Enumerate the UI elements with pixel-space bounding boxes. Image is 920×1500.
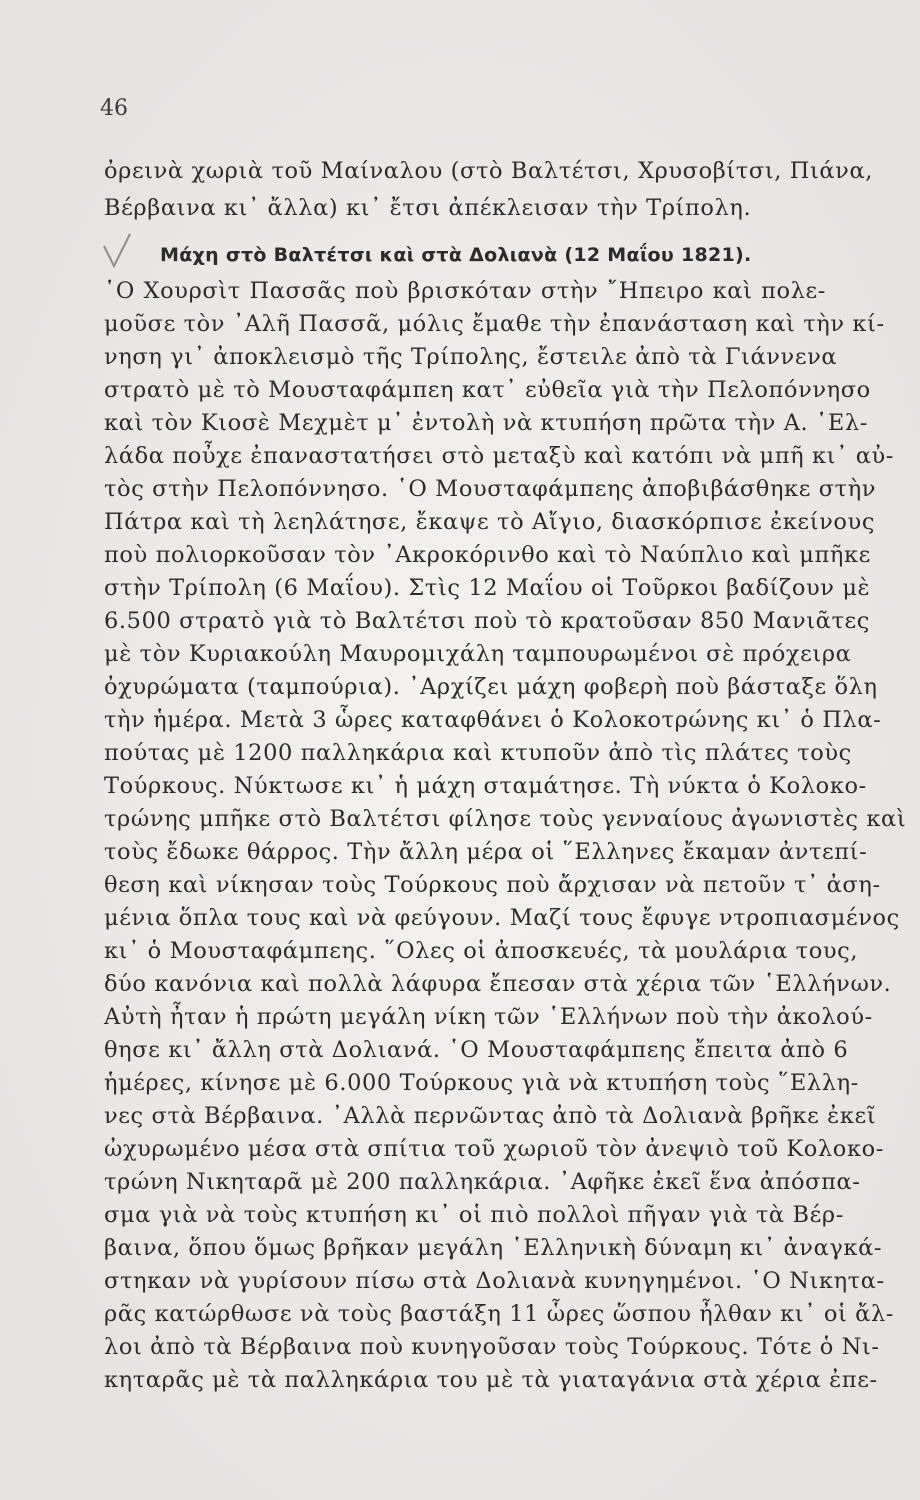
- text-line: ρᾶς κατώρθωσε νὰ τοὺς βαστάξη 11 ὧρες ὥσπου ἦλθαν κι᾽ οἱ ἄλ-: [104, 1301, 895, 1327]
- text-line: ὀχυρώματα (ταμπούρια). ᾽Αρχίζει μάχη φοβερὴ ποὺ βάσταξε ὅλη: [104, 674, 878, 700]
- text-line: καὶ τὸν Κιοσὲ Μεχμὲτ μ᾽ ἐντολὴ νὰ κτυπήση πρῶτα τὴν Α. ῾Ελ-: [104, 410, 868, 436]
- text-line: τὸς στὴν Πελοπόννησο. ῾Ο Μουσταφάμπεης ἀποβιβάσθηκε στὴν: [104, 476, 877, 502]
- text-line: ῾Ο Χουρσὶτ Πασσᾶς ποὺ βρισκόταν στὴν ῎Ηπειρο καὶ πολε-: [104, 278, 826, 304]
- section-heading: Μάχη στὸ Βαλτέτσι καὶ στὰ Δολιανὰ (12 Μαΐου 1821).: [160, 244, 752, 266]
- text-line: Πάτρα καὶ τὴ λεηλάτησε, ἔκαψε τὸ Αἴγιο, διασκόρπισε ἐκείνους: [104, 509, 876, 535]
- text-line: ἡμέρες, κίνησε μὲ 6.000 Τούρκους γιὰ νὰ κτυπήση τοὺς ῞Ελλη-: [104, 1070, 859, 1096]
- text-line: λάδα ποὖχε ἐπαναστατήσει στὸ μεταξὺ καὶ κατόπι νὰ μπῆ κι᾽ αὐ-: [104, 443, 894, 469]
- text-line: θεση καὶ νίκησαν τοὺς Τούρκους ποὺ ἄρχισαν νὰ πετοῦν τ᾽ ἀση-: [104, 872, 881, 898]
- text-line: δύο κανόνια καὶ πολλὰ λάφυρα ἔπεσαν στὰ χέρια τῶν ῾Ελλήνων.: [104, 971, 892, 997]
- text-line: νηση γι᾽ ἀποκλεισμὸ τῆς Τρίπολης, ἔστειλε ἀπὸ τὰ Γιάννενα: [104, 344, 838, 370]
- text-line: στηκαν νὰ γυρίσουν πίσω στὰ Δολιανὰ κυνηγημένοι. ῾Ο Νικητα-: [104, 1268, 885, 1294]
- text-line: λοι ἀπὸ τὰ Βέρβαινα ποὺ κυνηγοῦσαν τοὺς Τούρκους. Τότε ὁ Νι-: [104, 1334, 880, 1360]
- text-line: πούτας μὲ 1200 παλληκάρια καὶ κτυποῦν ἀπὸ τὶς πλάτες τοὺς: [104, 740, 852, 766]
- text-line: τρώνη Νικηταρᾶ μὲ 200 παλληκάρια. ᾽Αφῆκε ἐκεῖ ἕνα ἀπόσπα-: [104, 1169, 861, 1195]
- text-line: μὲ τὸν Κυριακούλη Μαυρομιχάλη ταμπουρωμένοι σὲ πρόχειρα: [104, 641, 852, 667]
- text-line: Αὐτὴ ἦταν ἡ πρώτη μεγάλη νίκη τῶν ῾Ελλήνων ποὺ τὴν ἀκολού-: [104, 1004, 873, 1030]
- text-line: βαινα, ὅπου ὅμως βρῆκαν μεγάλη ῾Ελληνικὴ δύναμη κι᾽ ἀναγκά-: [104, 1235, 883, 1261]
- text-line: μοῦσε τὸν ᾽Αλῆ Πασσᾶ, μόλις ἔμαθε τὴν ἐπανάσταση καὶ τὴν κί-: [104, 311, 885, 337]
- text-line: ὠχυρωμένο μέσα στὰ σπίτια τοῦ χωριοῦ τὸν ἀνεψιὸ τοῦ Κολοκο-: [104, 1136, 884, 1162]
- text-line: σμα γιὰ νὰ τοὺς κτυπήση κι᾽ οἱ πιὸ πολλοὶ πῆγαν γιὰ τὰ Βέρ-: [104, 1202, 844, 1228]
- text-line: ποὺ πολιορκοῦσαν τὸν ᾽Ακροκόρινθο καὶ τὸ Ναύπλιο καὶ μπῆκε: [104, 542, 871, 568]
- text-line: Τούρκους. Νύκτωσε κι᾽ ἡ μάχη σταμάτησε. Τὴ νύκτα ὁ Κολοκο-: [104, 773, 867, 799]
- text-line: ὀρεινὰ χωριὰ τοῦ Μαίναλου (στὸ Βαλτέτσι, Χρυσοβίτσι, Πιάνα,: [104, 158, 874, 184]
- text-line: κι᾽ ὁ Μουσταφάμπεης. ῞Ολες οἱ ἀποσκευές, τὰ μουλάρια τους,: [104, 938, 859, 964]
- text-line: Βέρβαινα κι᾽ ἄλλα) κι᾽ ἔτσι ἀπέκλεισαν τὴν Τρίπολη.: [104, 195, 752, 221]
- text-line: μένια ὅπλα τους καὶ νὰ φεύγουν. Μαζί τους ἔφυγε ντροπιασμένος: [104, 905, 900, 931]
- text-line: στὴν Τρίπολη (6 Μαΐου). Στὶς 12 Μαΐου οἱ Τοῦρκοι βαδίζουν μὲ: [104, 575, 871, 601]
- text-line: στρατὸ μὲ τὸ Μουσταφάμπεη κατ᾽ εὐθεῖα γιὰ τὴν Πελοπόννησο: [104, 377, 871, 403]
- page-number: 46: [100, 96, 128, 121]
- text-line: τρώνης μπῆκε στὸ Βαλτέτσι φίλησε τοὺς γενναίους ἀγωνιστὲς καὶ: [104, 806, 907, 832]
- text-line: θησε κι᾽ ἄλλη στὰ Δολιανά. ῾Ο Μουσταφάμπεης ἔπειτα ἀπὸ 6: [104, 1037, 849, 1063]
- text-line: τὴν ἡμέρα. Μετὰ 3 ὧρες καταφθάνει ὁ Κολοκοτρώνης κι᾽ ὁ Πλα-: [104, 707, 882, 733]
- text-line: 6.500 στρατὸ γιὰ τὸ Βαλτέτσι ποὺ τὸ κρατοῦσαν 850 Μανιᾶτες: [104, 608, 870, 634]
- pencil-check-mark-icon: [100, 232, 134, 272]
- text-line: κηταρᾶς μὲ τὰ παλληκάρια του μὲ τὰ γιαταγάνια στὰ χέρια ἐπε-: [104, 1367, 878, 1393]
- text-line: τοὺς ἔδωκε θάρρος. Τὴν ἄλλη μέρα οἱ ῞Ελληνες ἔκαμαν ἀντεπί-: [104, 839, 868, 865]
- text-line: νες στὰ Βέρβαινα. ᾽Αλλὰ περνῶντας ἀπὸ τὰ Δολιανὰ βρῆκε ἐκεῖ: [104, 1103, 877, 1129]
